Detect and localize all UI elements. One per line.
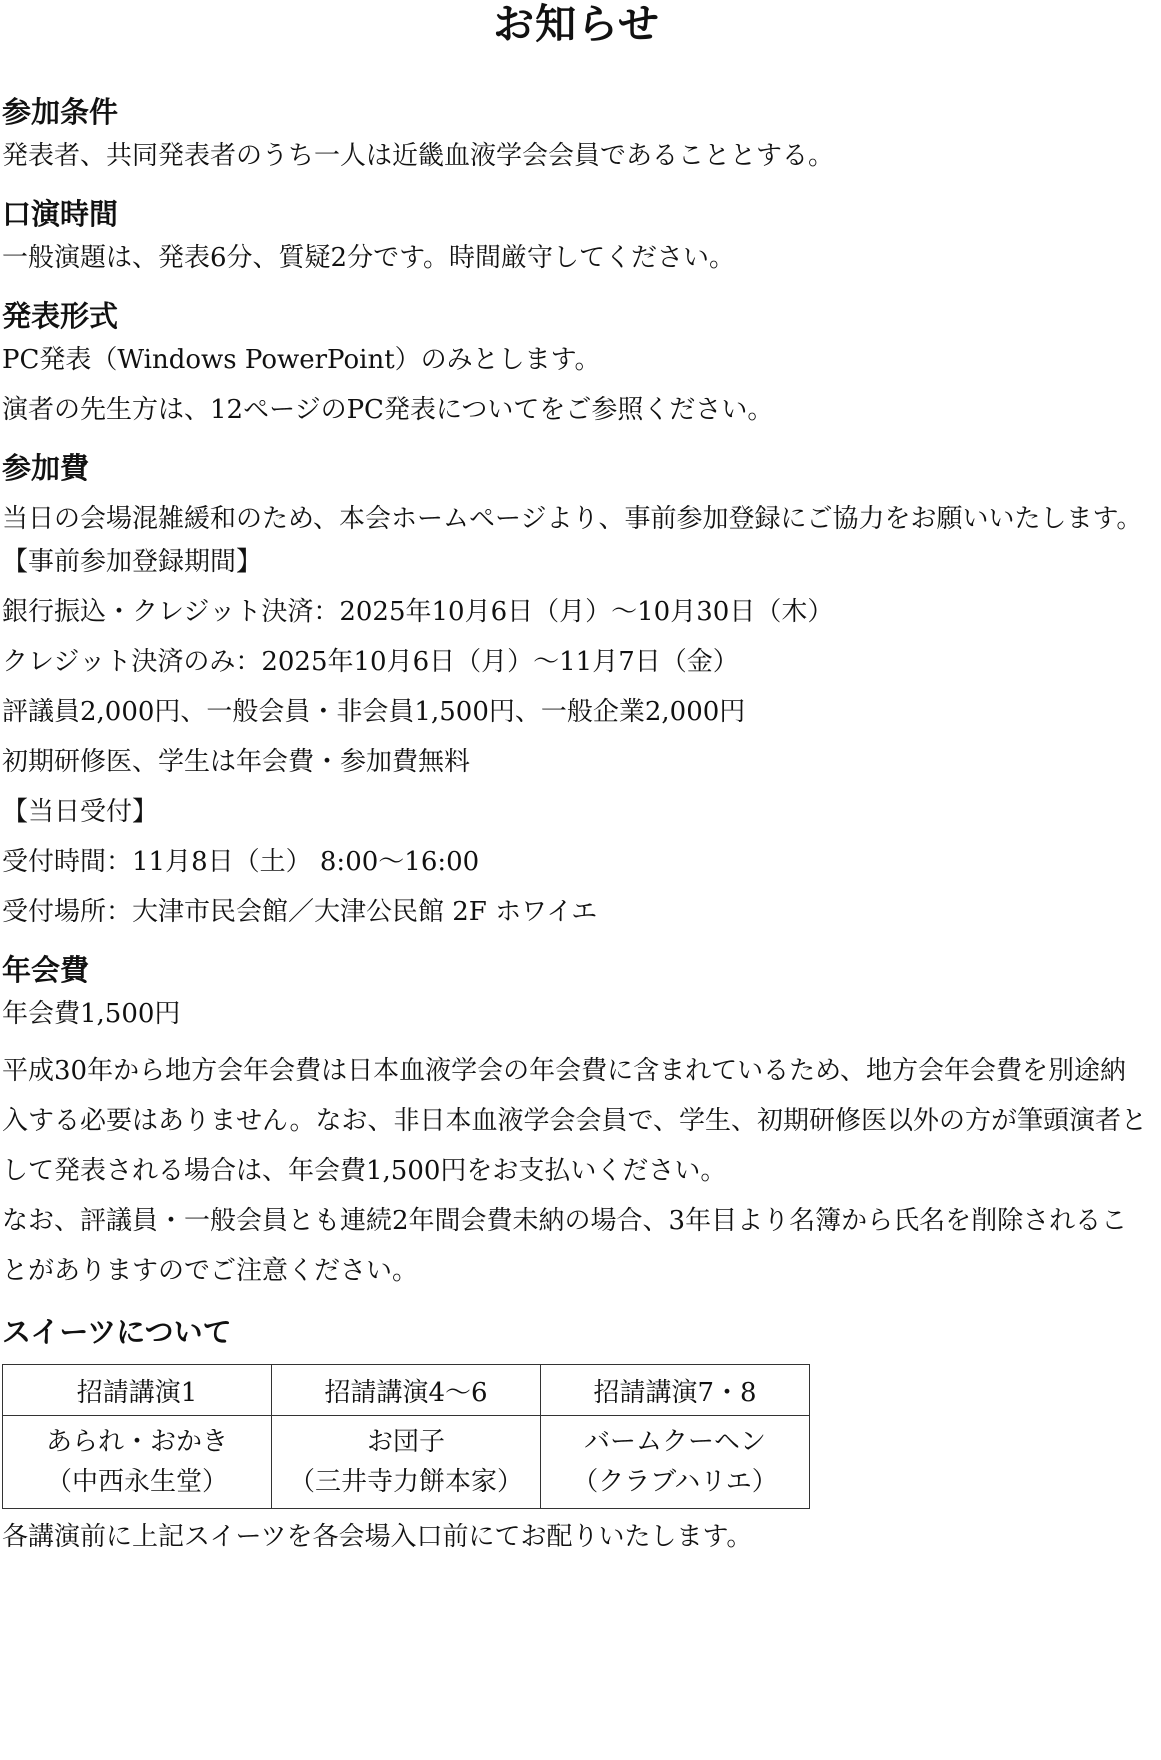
prereg-line: 銀行振込・クレジット決済：2025年10月6日（月）〜10月30日（木） (2, 597, 834, 627)
prereg-line: 評議員2,000円、一般会員・非会員1,500円、一般企業2,000円 (2, 697, 746, 727)
prereg-title: 【事前参加登録期間】 (2, 547, 263, 577)
annual-fee-amount: 年会費1,500円 (2, 999, 181, 1029)
sweets-note: 各講演前に上記スイーツを各会場入口前にてお配りいたします。 (2, 1522, 753, 1552)
section-heading-fee: 参加費 (2, 451, 90, 485)
section-heading-participation: 参加条件 (2, 95, 119, 129)
sweets-shop: （三井寺力餅本家） (288, 1467, 523, 1497)
annual-fee-paragraph: 平成30年から地方会年会費は日本血液学会の年会費に含まれているため、地方会年会費を別途納入する必要はありません。なお、非日本血液学会会員で、学生、初期研修医以外の方が筆頭演者として発表される場合は、年会費1,500円をお支払いください。 (2, 1056, 1148, 1186)
table-header-cell: 招請講演4〜6 (272, 1365, 541, 1416)
fee-section (2, 442, 1151, 944)
onsite-line: 受付時間：11月8日（土） 8:00〜16:00 (2, 847, 480, 877)
sweets-name: お団子 (366, 1427, 445, 1457)
sweets-name: バームクーヘン (583, 1427, 766, 1457)
sweets-shop: （クラブハリエ） (572, 1467, 778, 1497)
fee-intro-text: 当日の会場混雑緩和のため、本会ホームページより、事前参加登録にご協力をお願いいたします。 (2, 504, 1143, 534)
annual-fee-paragraph: なお、評議員・一般会員とも連続2年間会費未納の場合、3年目より名簿から氏名を削除されることがありますのでご注意ください。 (2, 1206, 1128, 1286)
annual-fee-section (2, 944, 1151, 1296)
section-heading-format: 発表形式 (2, 299, 119, 333)
section-heading-oral-time: 口演時間 (2, 197, 119, 231)
sweets-shop: （中西永生堂） (45, 1467, 228, 1497)
onsite-line: 受付場所：大津市民会館／大津公民館 2F ホワイエ (2, 897, 598, 927)
table-header-cell: 招請講演7・8 (541, 1365, 810, 1416)
page-title: お知らせ (493, 0, 660, 48)
section-heading-sweets: スイーツについて (2, 1315, 232, 1349)
format-text: 演者の先生方は、12ページのPC発表についてをご参照ください。 (2, 395, 774, 425)
prereg-line: クレジット決済のみ：2025年10月6日（月）〜11月7日（金） (2, 647, 739, 677)
prereg-line: 初期研修医、学生は年会費・参加費無料 (2, 747, 471, 777)
format-section (2, 290, 1151, 442)
oral-time-section (2, 188, 1151, 290)
table-cell (541, 1416, 810, 1509)
oral-time-text: 一般演題は、発表6分、質疑2分です。時間厳守してください。 (2, 243, 736, 273)
format-text: PC発表（Windows PowerPoint）のみとします。 (2, 345, 601, 375)
sweets-section (2, 1306, 1151, 1555)
table-header-cell: 招請講演1 (3, 1365, 272, 1416)
sweets-name: あられ・おかき (45, 1427, 228, 1457)
section-heading-annual-fee: 年会費 (2, 953, 90, 987)
sweets-table (2, 1364, 810, 1509)
participation-text: 発表者、共同発表者のうち一人は近畿血液学会会員であることとする。 (2, 141, 835, 171)
table-row (3, 1365, 810, 1416)
table-cell (3, 1416, 272, 1509)
table-cell (272, 1416, 541, 1509)
onsite-title: 【当日受付】 (2, 797, 159, 827)
participation-section (2, 86, 1151, 188)
table-row (3, 1416, 810, 1509)
